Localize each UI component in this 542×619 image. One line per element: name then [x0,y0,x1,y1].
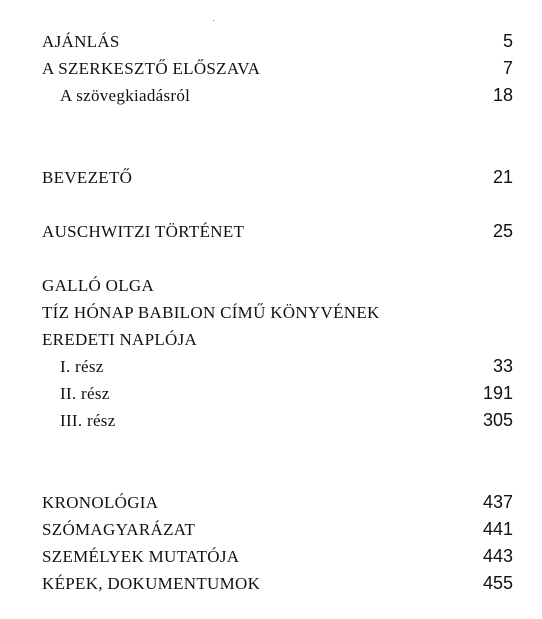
toc-entry-page-number: 305 [482,410,513,430]
toc-entry-label: KRONOLÓGIA [42,493,159,512]
toc-entry-page-number: 437 [482,492,513,512]
toc-entry-label: KÉPEK, DOKUMENTUMOK [42,574,261,593]
toc-entry-label: II. rész [60,384,110,403]
toc-subentry-szovegkiadas [0,82,542,109]
toc-entry-page-number: 33 [492,356,513,376]
toc-entry-page-number: 25 [492,221,513,241]
toc-subentry-resz-1 [0,353,542,380]
toc-entry-label: A SZERKESZTŐ ELŐSZAVA [42,59,261,78]
toc-heading-text: EREDETI NAPLÓJA [42,330,198,349]
toc-entry-kepek [0,570,542,597]
toc-subentry-resz-3 [0,407,542,434]
toc-entry-label: BEVEZETŐ [42,168,133,187]
toc-entry-page-number: 5 [502,31,513,51]
toc-entry-kronologia [0,489,542,516]
toc-entry-bevezeto [0,164,542,191]
toc-entry-label: SZEMÉLYEK MUTATÓJA [42,547,240,566]
toc-entry-label: I. rész [60,357,104,376]
toc-entry-page-number: 18 [492,85,513,105]
toc-entry-label: AUSCHWITZI TÖRTÉNET [42,222,245,241]
toc-heading-text: TÍZ HÓNAP BABILON CÍMŰ KÖNYVÉNEK [42,303,380,322]
toc-entry-eloszo [0,55,542,82]
toc-heading-gallo-line-1 [0,272,542,299]
scan-speck [213,20,214,21]
toc-entry-mutato [0,543,542,570]
toc-entry-szomagyarazat [0,516,542,543]
toc-entry-label: AJÁNLÁS [42,32,120,51]
toc-entry-label: SZÓMAGYARÁZAT [42,520,196,539]
toc-entry-page-number: 443 [482,546,513,566]
toc-entry-page-number: 21 [492,167,513,187]
toc-heading-gallo-line-2 [0,299,542,326]
toc-entry-page-number: 455 [482,573,513,593]
toc-subentry-resz-2 [0,380,542,407]
toc-entry-label: III. rész [60,411,116,430]
toc-entry-label: A szövegkiadásról [60,86,191,105]
toc-entry-ajanlas [0,28,542,55]
toc-heading-text: GALLÓ OLGA [42,276,155,295]
toc-entry-page-number: 7 [502,58,513,78]
toc-entry-page-number: 441 [482,519,513,539]
toc-heading-gallo-line-3 [0,326,542,353]
toc-entry-auschwitz [0,218,542,245]
toc-entry-page-number: 191 [482,383,513,403]
